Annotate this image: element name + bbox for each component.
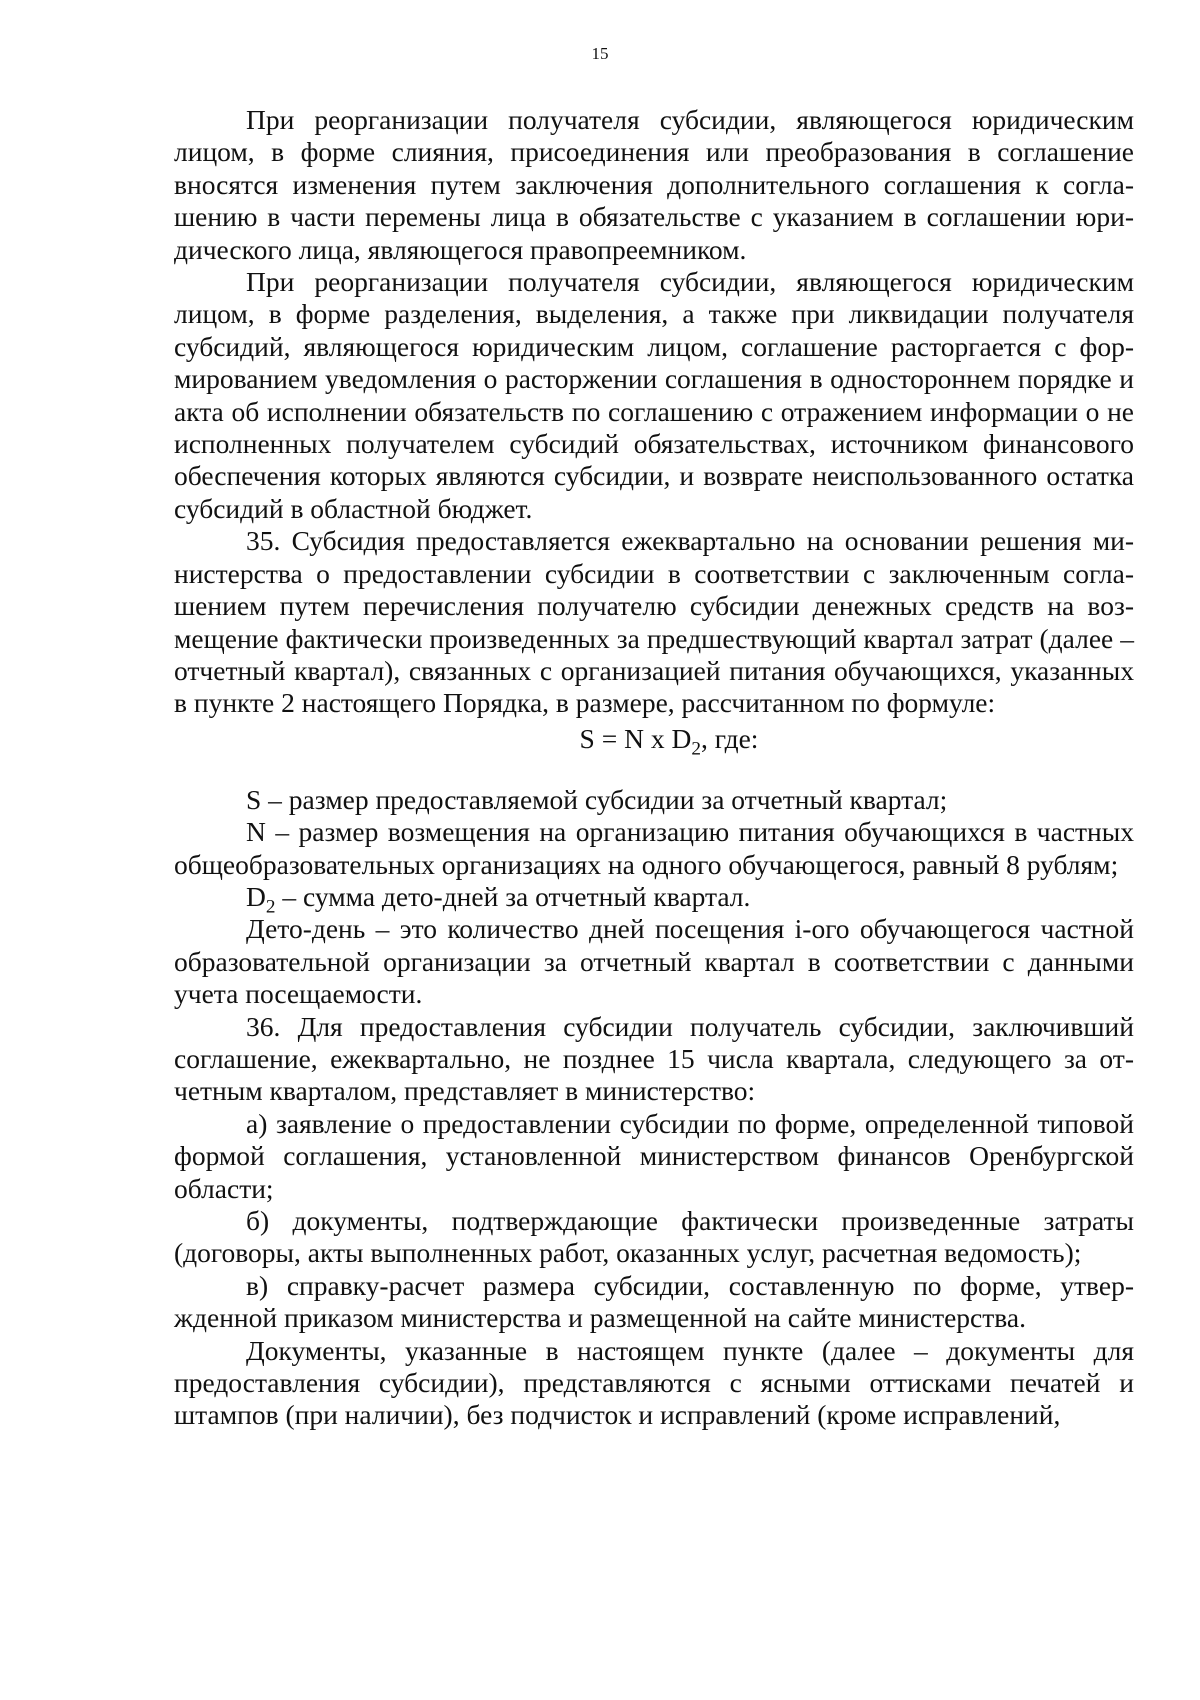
definition-d2-text: – сумма дето-дней за отчетный квартал. — [275, 880, 751, 912]
paragraph-reorganization-merger: При реорганизации получателя субсидии, являющегося юридическим лицом, в форме слияния, присоединения или преобразования в соглашение вносятся изменения путем заключения дополнительного соглашения к соглашению в части перемены лица в обязательстве с указанием в соглашении юридического лица, являющегося правопреемником. — [174, 104, 1134, 265]
page-number: 15 — [591, 44, 609, 63]
list-item-v: в) справку-расчет размера субсидии, составленную по форме, утвержденной приказом министерства и размещенной на сайте министерства. — [174, 1269, 1134, 1334]
subsidy-formula — [174, 720, 1134, 784]
formula-subscript: 2 — [691, 738, 701, 760]
paragraph-clause-35: 35. Субсидия предоставляется ежеквартально на основании решения министерства о предоставлении субсидии в соответствии с заключенным соглашением путем перечисления получателю субсидии денежных средств на возмещение фактически произведенных за предшествующий квартал затрат (далее – отчетный квартал), связанных с организацией питания обучающихся, указанных в пункте 2 настоящего Порядка, в размере, рассчитанном по формуле: — [174, 525, 1134, 719]
definition-child-day: Дето-день – это количество дней посещения i-ого обучающегося частной образовательной организации за отчетный квартал в соответствии с данными учета посещаемости. — [174, 913, 1134, 1010]
definition-n: N – размер возмещения на организацию питания обучающихся в частных общеобразовательных организациях на одного обучающегося, равный 8 рублям; — [174, 816, 1134, 880]
list-item-b: б) документы, подтверждающие фактически произведенные затраты (договоры, акты выполненных работ, оказанных услуг, расчетная ведомость); — [174, 1205, 1134, 1269]
definition-s: S – размер предоставляемой субсидии за отчетный квартал; — [246, 783, 948, 815]
document-body — [174, 104, 1134, 1432]
definition-d2-letter: D — [246, 880, 266, 912]
definition-d2 — [174, 880, 1134, 918]
list-item-a: а) заявление о предоставлении субсидии по форме, определенной типовой формой соглашения, установленной министерством финансов Оренбургской области; — [174, 1107, 1134, 1204]
definition-d2-subscript: 2 — [265, 896, 276, 918]
paragraph-documents: Документы, указанные в настоящем пункте (далее – документы для предоставления субсидии), представляются с ясными оттисками печатей и штампов (при наличии), без подчисток и исправлений (кроме исправлений, — [174, 1334, 1134, 1431]
formula-tail: , где: — [700, 722, 759, 754]
formula-main: S = N x D — [579, 722, 692, 754]
paragraph-clause-36: 36. Для предоставления субсидии получатель субсидии, заключивший соглашение, ежеквартально, не позднее 15 числа квартала, следующего за отчетным кварталом, представляет в министерство: — [174, 1010, 1134, 1107]
paragraph-reorganization-division: При реорганизации получателя субсидии, являющегося юридическим лицом, в форме разделения, выделения, а также при ликвидации получателя субсидий, являющегося юридическим лицом, соглашение расторгается с формированием уведомления о расторжении соглашения в одностороннем порядке и акта об исполнении обязательств по соглашению с отражением информации о не исполненных получателем субсидий обязательствах, источником финансового обеспечения которых являются субсидии, и возврате неиспользованного остатка субсидий в областной бюджет. — [174, 266, 1134, 524]
